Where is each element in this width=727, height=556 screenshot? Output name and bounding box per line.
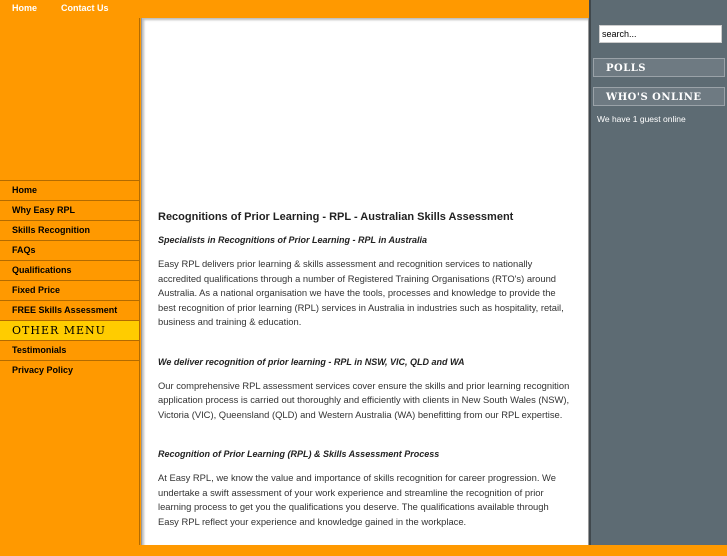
top-nav-home-link[interactable]: Home [12,3,38,13]
search-input[interactable] [599,25,722,43]
main-menu [0,180,139,380]
section-subheading-1: Specialists in Recognitions of Prior Learning - RPL in Australia [158,235,428,245]
left-sidebar [0,18,140,545]
main-content [141,18,589,545]
section-subheading-2: We deliver recognition of prior learning - RPL in NSW, VIC, QLD and WA [158,356,465,367]
menu-item-privacy-policy[interactable]: Privacy Policy [0,360,139,380]
paragraph-2: Our comprehensive RPL assessment services cover ensure the skills and prior learning recognition application process is carried out thoroughly and efficiently with clients in New South Wales (NSW), Victoria (VIC), Queensland (QLD) and Western Australia (WA) benefitting from our RPL expertise. [158,379,570,420]
right-sidebar [589,0,727,545]
menu-item-qualifications[interactable]: Qualifications [0,260,139,280]
menu-item-home[interactable]: Home [0,180,139,200]
menu-item-faqs[interactable]: FAQs [0,240,139,260]
whos-online-heading: WHO'S ONLINE [593,87,725,106]
paragraph-3: At Easy RPL, we know the value and importance of skills recognition for career progression. We undertake a swift assessment of your work experience and streamline the recognition of prior learning process to get you the qualifications you deserve. The qualifications available through Easy RPL reflect your experience and knowledge gained in the workplace. [158,472,556,527]
menu-item-testimonials[interactable]: Testimonials [12,345,67,355]
online-status-text: We have 1 guest online [597,114,686,124]
other-menu-heading: OTHER MENU [0,320,139,341]
menu-item-fixed-price[interactable]: Fixed Price [0,280,139,300]
polls-heading: POLLS [593,58,725,77]
top-nav [0,0,590,18]
top-nav-contact-link[interactable]: Contact Us [61,3,109,13]
section-subheading-3: Recognition of Prior Learning (RPL) & Skills Assessment Process [158,449,440,459]
menu-item-why-easy-rpl[interactable]: Why Easy RPL [0,200,139,220]
menu-item-free-skills-assessment[interactable]: FREE Skills Assessment [0,300,139,320]
page-title: Recognitions of Prior Learning - RPL - Australian Skills Assessment [158,211,514,223]
paragraph-1: Easy RPL delivers prior learning & skills assessment and recognition services to nationally accredited qualifications through a number of Registered Training Organisations (RTO's) around Australia. As a national organisation we have the tools, processes and knowledge to provide the best recognition of prior learning (RPL) services in Australia in industries such as hospitality, retail, business and training & education. [158,258,564,327]
menu-item-skills-recognition[interactable]: Skills Recognition [0,220,139,240]
